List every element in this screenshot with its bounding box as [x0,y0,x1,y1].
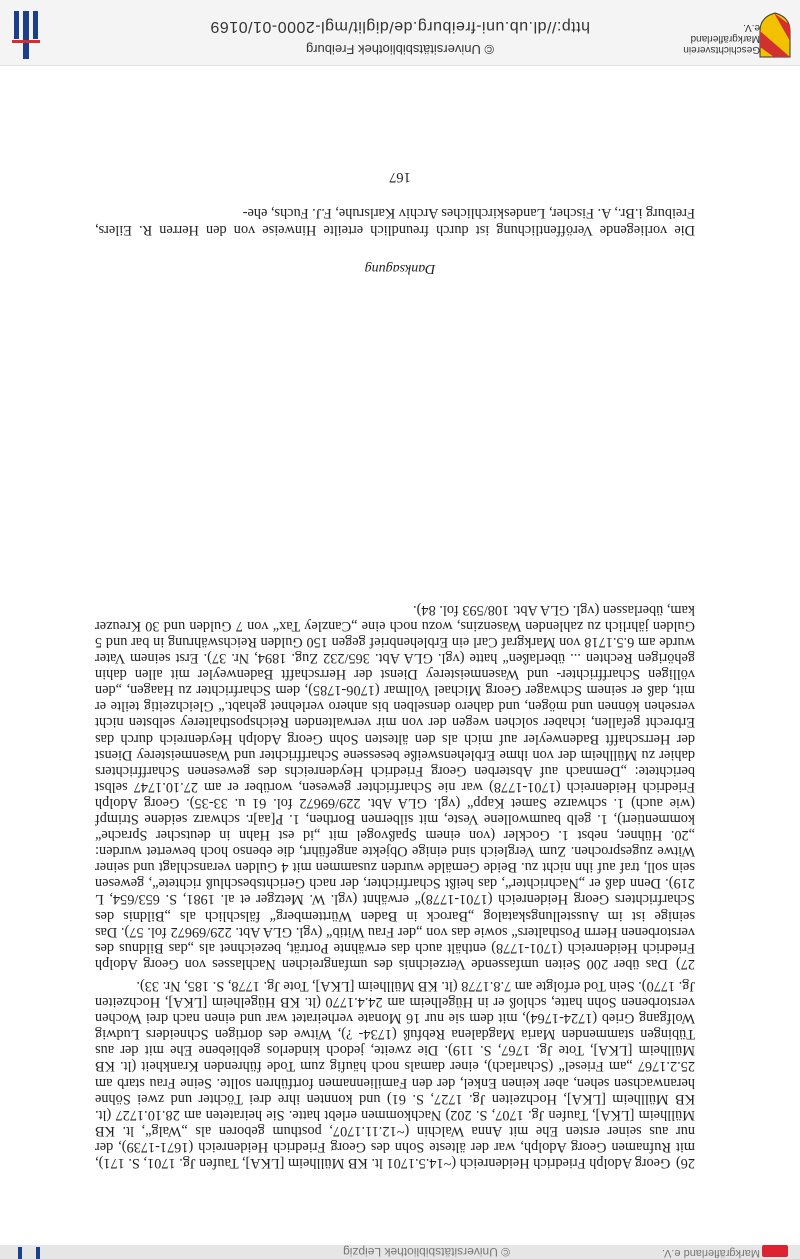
top-banner-copyright: © Universitätsbibliothek Leipzig [343,1245,510,1259]
footnote-number: 27) [675,955,695,972]
society-name: Geschichtsverein Markgräflerland e.V. [683,22,760,55]
footnote-number: 26) [675,1155,695,1171]
footnote-27 [95,602,695,972]
page-number: 167 [389,169,411,185]
footnote-26 [95,978,695,1171]
university-library-logo-icon [12,9,40,61]
society-logo-icon [762,1245,788,1257]
footer-url-link[interactable]: http://dl.ub.uni-freiburg.de/diglit/mgl-2000-01/0169 [210,18,590,35]
bottom-banner [0,0,800,66]
acknowledgement-title: Danksagung [364,261,436,276]
footnote-quote: „Demnach auf Absterben Georg Friedrich Heydenreichs des gewesenen Scharffrichters dahier zu Müllheim der von ihme Erblehensweiße besessene Scharffrichter und Wasenmeisterey Dienst der Herrschafft Badenweyler auf mich als den ältesten Sohn Georg Adolph Heydenreich durch das Erbrecht gefallen, ichaber solchen wegen der von mir verwaltenden Reichsposthalterey selbsten nicht versehen können und mögen, und dahero denselben bis anhero verlehnet gehabt.“ Gleichzeitig teilte er mit, daß er seinem Schwager Georg Michael Vollmar (1706-1785), dem Scharfrichter zu Haagen, „den völligen Scharffrichter- und Wasenmeisterey Dienst der Herrschafft Badenweyler mit allen dahin gehörigen Rechten ... überlaßen“ hatte (vgl. GLA Abt. 365/232 Zug. 1894, Nr. 37). Erst seinem Vater wurde am 6.5.1718 von Markgraf Carl ein Erblehenbrief gegen 150 Gulden Reichswährung in bar und 5 Gulden jährlich zu zahlenden Wasenzins, wozu noch eine „Canzley Tax“ von 7 Gulden und 30 Kreuzer kam, überlassen (vgl. GLA Abt. 108/593 fol. 84). [95,601,695,779]
top-banner-left-text: Markgräflerland e.V. [661,1247,760,1259]
acknowledgement-text: Die vorliegende Veröffentlichung ist durch freundlich erteilte Hinweise von den Herren R. Eilers, Freiburg i.Br., A. Fischer, Landeskirchliches Archiv Karlsruhe, F.J. Fuchs, ehe- [95,205,695,238]
footnote-text-continued: Georg Adolph Friedrich Heidenreich (1701-1778) war nie Scharfrichter gewesen, worüber er am 27.10.1747 selbst berichtete: [95,762,695,811]
footnotes [95,602,695,1171]
footnote-text: Georg Adolph Friedrich Heidenreich (~14.5.1701 lt. KB Müllheim [LKA], Taufen Jg. 1701, S. 171), mit Rufnamen Georg Adolph, war der älteste Sohn des Georg Friedrich Heidenreich (1671-1739), der nur aus seiner ersten Ehe mit Anna Walchin (~12.11.1707, posthum geboren als „Walg“, lt. KB Müllheim [LKA], Taufen Jg. 1707, S. 202) Nachkommen erlebt hatte. Sie heirateten am 28.10.1727 (lt. KB Müllheim [LKA], Hochzeiten Jg. 1727, S. 61) und konnten ihre drei Töchter und zwei Söhne heranwachsen sehen, aber keinen Enkel, der den Familiennamen fortführen sollte. Seine Frau starb am 25.2.1767 „am Friesel“ (Scharlach), einer damals noch häufig zum Tode führenden Krankheit (lt. KB Müllheim [LKA], Tote Jg. 1767, S. 119). Die zweite, jedoch kinderlos gebliebene Ehe mit der aus Tübingen stammenden Maria Magdalena Rebfuß (1734- ?), Witwe des dortigen Schneiders Ludwig Wolfgang Grieb (1724-1764), mit dem sie nur 16 Monate verheiratet war und einen nach drei Wochen verstorbenen Sohn hatte, schloß er in Hügelheim am 24.4.1770 (lt. KB Hügelheim [LKA], Hochzeiten Jg. 1770). Sein Tod erfolgte am 7.8.1778 (lt. KB Müllheim [LKA], Tote Jg. 1778, S. 185, Nr. 33). [94,977,695,1171]
footer-copyright: © Universitätsbibliothek Freiburg [305,42,495,57]
top-banner [0,1245,800,1259]
footnote-text: Das über 200 Seiten umfassende Verzeichnis des umfangreichen Nachlasses von Georg Adolph Friedrich Heidenreich (1701-1778) enthält auch das erwähnte Porträt, bezeichnet als „das Bildnus des verstorbenen Herrn Posthalters“ sowie das von „der Frau Witib“ (vgl. GLA Abt. 229/69672 fol. 57). Das seinige ist im Ausstellungskatalog „Barock in Baden Württemberg“ fälschlich als „Bildnis des Scharfrichters Georg Heidenreich (1701-1778)“ erwähnt (vgl. W. Metzger et al. 1981, S. 653/654, L 219). Denn daß er „Nachrichter“, das heißt Scharfrichter, der nach Gerichtsbeschluß richtete“, gewesen sein soll, traf auf ihn nicht zu. Beide Gemälde wurden zusammen mit 4 Gulden veranschlagt und seiner Witwe zugesprochen. Zum Vergleich sind einige Objekte angeführt, die ebenso hoch bewertet wurden: „20. Hühner, nebst 1. Gockler (von einem Spaßvogel mit „id est Hahn in deutscher Sprache“ kommentiert), 1. gelb baumwollene Veste, mit silbernen Borthen, 1. P[aa]r. schwarz seidene Strimpf (wie auch) 1. schwarze Samet Kapp“ (vgl. GLA Abt. 229/69672 fol. 61 u. 33-35). [94,794,695,972]
library-logo-icon [18,1247,40,1259]
